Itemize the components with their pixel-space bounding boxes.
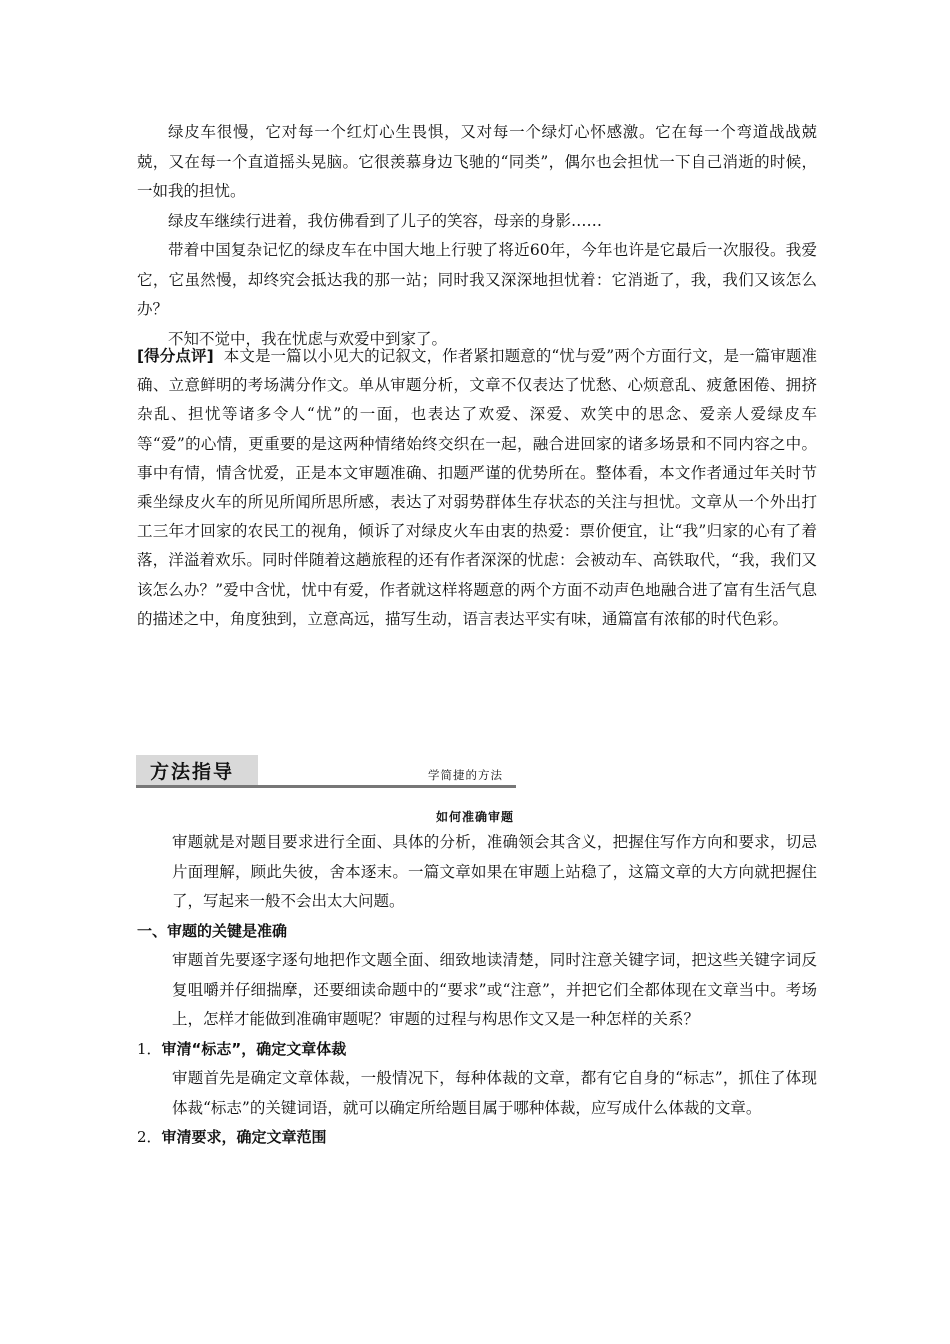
method-paragraph-2: 审题首先是确定文章体裁，一般情况下，每种体裁的文章，都有它自身的“标志”，抓住了体现体裁“标志”的关键词语，就可以确定所给题目属于哪种体裁，应写成什么体裁的文章。 xyxy=(172,1069,817,1117)
heading-level2 xyxy=(137,1035,817,1065)
method-title: 如何准确审题 xyxy=(435,810,514,824)
heading-number: 2． xyxy=(137,1128,162,1146)
section-rule xyxy=(136,785,516,788)
essay-paragraph: 绿皮车继续行进着，我仿佛看到了儿子的笑容，母亲的身影…… xyxy=(168,211,603,230)
essay-paragraph: 不知不觉中，我在忧虑与欢爱中到家了。 xyxy=(168,329,448,348)
section-subtitle: 学简捷的方法 xyxy=(428,768,503,782)
heading-text: 审清“标志”，确定文章体裁 xyxy=(161,1039,347,1058)
heading-text: 审清要求，确定文章范围 xyxy=(161,1128,327,1146)
comment-text: 本文是一篇以小见大的记叙文，作者紧扣题意的“忧与爱”两个方面行文，是一篇审题准确、立意鲜明的考场满分作文。单从审题分析，文章不仅表达了忧愁、心烦意乱、疲惫困倦、拥挤杂乱、担忧等诸多令人“忧”的一面，也表达了欢爱、深爱、欢笑中的思念、爱亲人爱绿皮车等“爱”的心情，更重要的是这两种情绪始终交织在一起，融合进回家的诸多场景和不同内容之中。事中有情，情含忧爱，正是本文审题准确、扣题严谨的优势所在。整体看，本文作者通过年关时节乘坐绿皮火车的所见所闻所思所感，表达了对弱势群体生存状态的关注与担忧。文章从一个外出打工三年才回家的农民工的视角，倾诉了对绿皮火车由衷的热爱：票价便宜，让“我”归家的心有了着落，洋溢着欢乐。同时伴随着这趟旅程的还有作者深深的忧虑：会被动车、高铁取代，“我，我们又该怎么办？”爱中含忧，忧中有爱，作者就这样将题意的两个方面不动声色地融合进了富有生活气息的描述之中，角度独到，立意高远，描写生动，语言表达平实有味，通篇富有浓郁的时代色彩。 xyxy=(137,347,817,628)
heading-number: 1． xyxy=(137,1039,162,1058)
essay-ending xyxy=(137,118,817,354)
heading-level2 xyxy=(137,1123,817,1153)
section-header xyxy=(136,755,516,788)
method-paragraph-1: 审题首先要逐字逐句地把作文题全面、细致地读清楚，同时注意关键字词，把这些关键字词反复咀嚼并仔细揣摩，还要细读命题中的“要求”或“注意”，并把它们全都体现在文章当中。考场上，怎样才能做到准确审题呢？审题的过程与构思作文又是一种怎样的关系？ xyxy=(172,951,817,1028)
comment-tag: [得分点评] xyxy=(137,347,214,365)
method-content xyxy=(137,828,817,1153)
essay-paragraph: 绿皮车很慢，它对每一个红灯心生畏惧，又对每一个绿灯心怀感激。它在每一个弯道战战兢兢，又在每一个直道摇头晃脑。它很羡慕身边飞驰的“同类”，偶尔也会担忧一下自己消逝的时候，一如我的担忧。 xyxy=(137,123,817,200)
heading-level1: 一、审题的关键是准确 xyxy=(137,921,288,940)
section-title: 方法指导 xyxy=(150,761,235,783)
essay-paragraph: 带着中国复杂记忆的绿皮车在中国大地上行驶了将近60年，今年也许是它最后一次服役。我爱它，它虽然慢，却终究会抵达我的那一站；同时我又深深地担忧着：它消逝了，我，我们又该怎么办？ xyxy=(137,241,817,318)
score-comment xyxy=(137,342,817,634)
method-intro: 审题就是对题目要求进行全面、具体的分析，准确领会其含义，把握住写作方向和要求，切忌片面理解，顾此失彼，舍本逐末。一篇文章如果在审题上站稳了，这篇文章的大方向就把握住了，写起来一般不会出太大问题。 xyxy=(172,833,817,910)
